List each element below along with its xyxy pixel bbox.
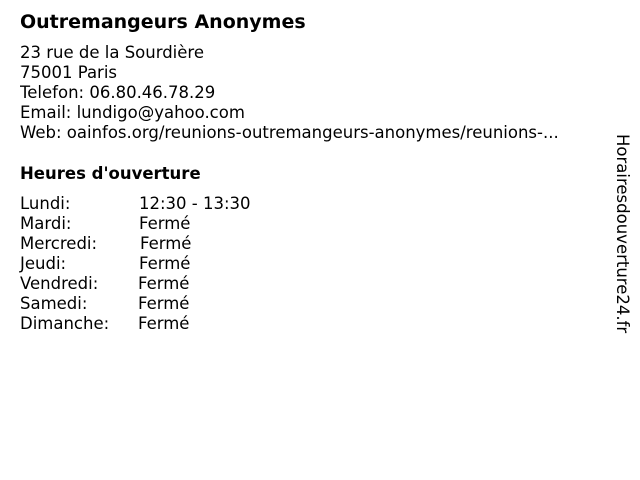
business-info: [20, 43, 620, 143]
day-hours: Fermé: [140, 234, 192, 253]
day-label: Vendredi:: [20, 274, 99, 293]
hours-row-saturday: [20, 294, 320, 314]
hours-row-thursday: [20, 254, 320, 274]
day-label: Mercredi:: [20, 234, 98, 253]
hours-row-tuesday: [20, 214, 320, 234]
address-city: 75001 Paris: [20, 63, 118, 82]
day-hours: Fermé: [138, 314, 190, 333]
address-street: 23 rue de la Sourdière: [20, 43, 204, 62]
business-name: Outremangeurs Anonymes: [20, 11, 306, 33]
day-hours: Fermé: [138, 294, 190, 313]
hours-heading: Heures d'ouverture: [20, 164, 201, 183]
hours-row-sunday: [20, 314, 320, 334]
hours-table: [20, 194, 320, 334]
watermark-text: Horairesdouverture24.fr: [613, 134, 632, 334]
day-hours: 12:30 - 13:30: [139, 194, 251, 213]
day-hours: Fermé: [138, 274, 190, 293]
day-hours: Fermé: [139, 214, 191, 233]
day-label: Dimanche:: [20, 314, 110, 333]
day-label: Mardi:: [20, 214, 72, 233]
website-link[interactable]: Web: oainfos.org/reunions-outremangeurs-anonymes/reunions-...: [20, 123, 559, 142]
hours-row-monday: [20, 194, 320, 214]
day-label: Jeudi:: [20, 254, 67, 273]
day-label: Lundi:: [20, 194, 71, 213]
phone-number: Telefon: 06.80.46.78.29: [20, 83, 216, 102]
day-hours: Fermé: [139, 254, 191, 273]
watermark: [609, 134, 635, 374]
hours-row-wednesday: [20, 234, 320, 254]
day-label: Samedi:: [20, 294, 88, 313]
hours-row-friday: [20, 274, 320, 294]
email-address[interactable]: Email: lundigo@yahoo.com: [20, 103, 245, 122]
